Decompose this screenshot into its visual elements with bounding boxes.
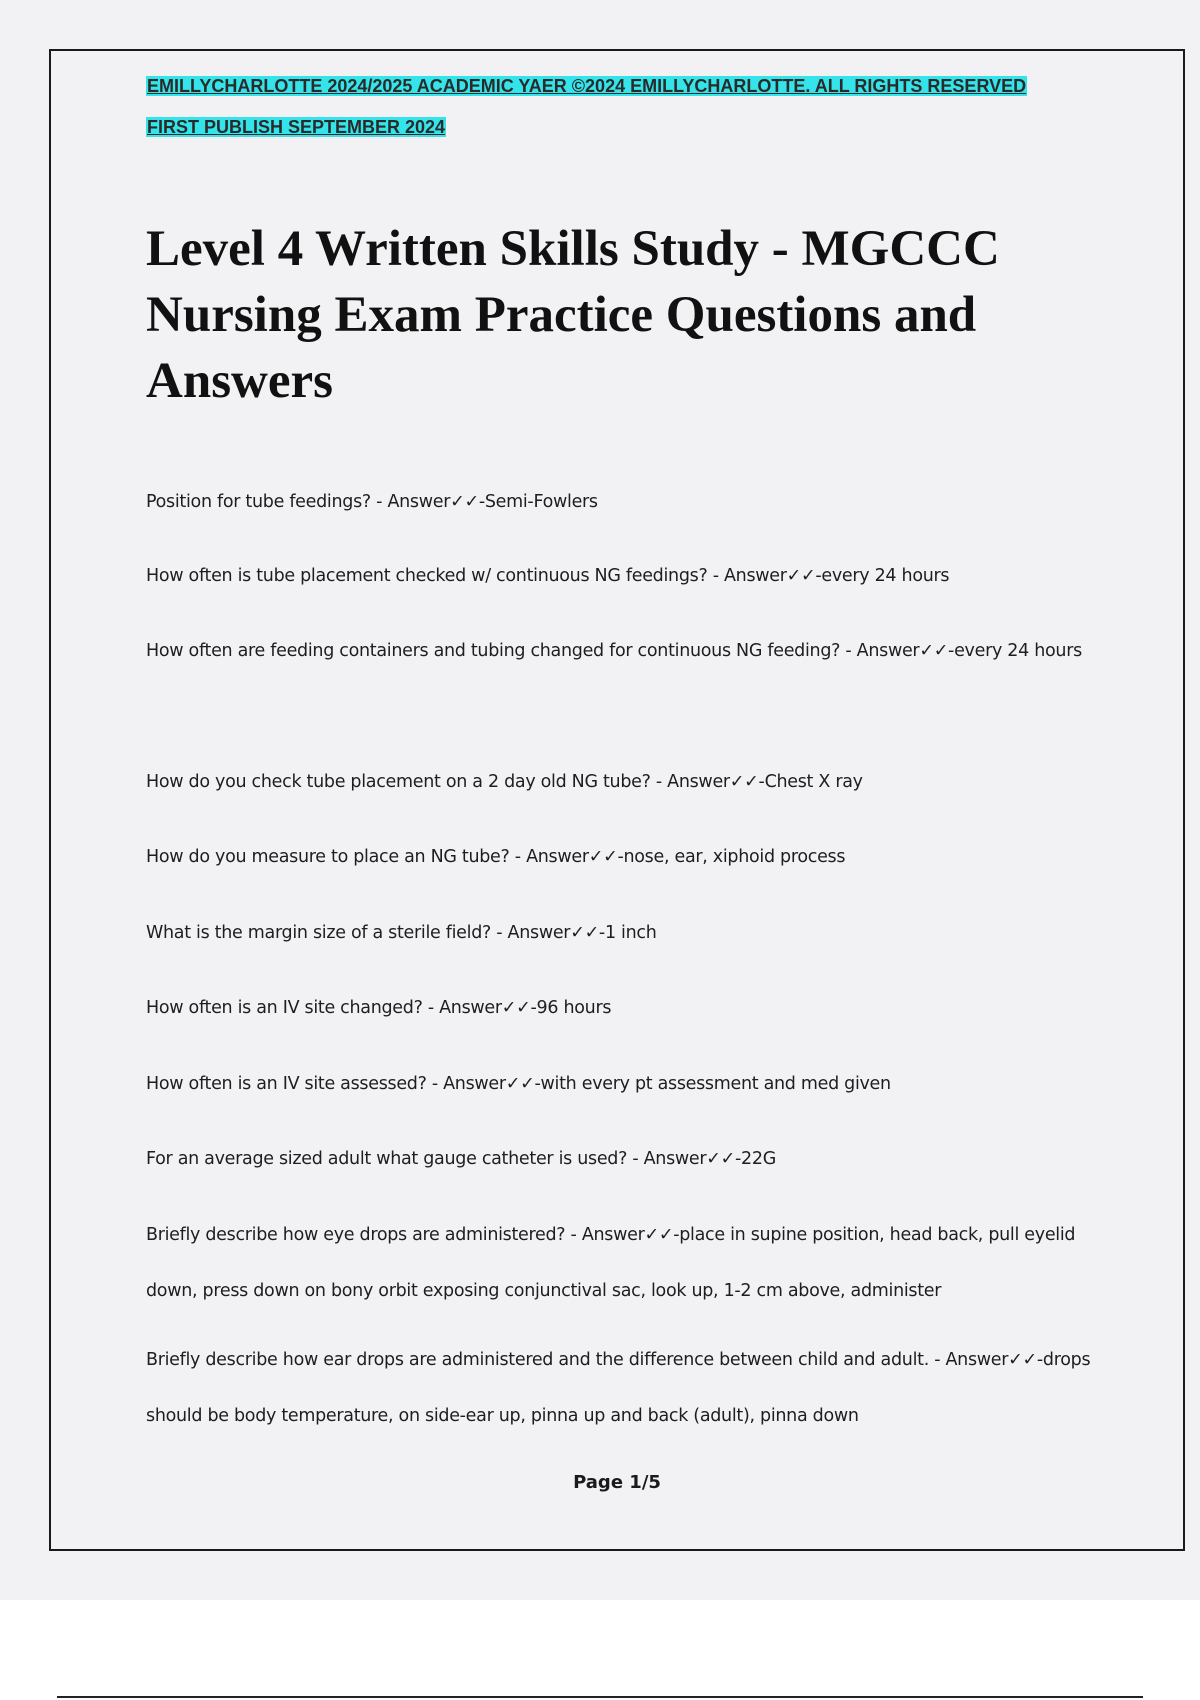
qa-item-9 <box>146 1131 1106 1187</box>
document-title: Level 4 Written Skills Study - MGCCC Nursing Exam Practice Questions and Answers <box>146 221 1000 409</box>
answer-marker: Answer✓✓- <box>507 923 605 943</box>
qa-item-11 <box>146 1332 1106 1444</box>
publish-date-text: FIRST PUBLISH SEPTEMBER 2024 <box>147 117 446 137</box>
answer-marker: Answer✓✓- <box>667 772 765 792</box>
answer-marker: Answer✓✓- <box>643 1149 742 1169</box>
copyright-header <box>146 74 1027 98</box>
qa-item-4 <box>146 754 1106 810</box>
answer-text: every 24 hours <box>821 566 950 586</box>
answer-marker: Answer✓✓- <box>387 492 485 512</box>
answer-marker: Answer✓✓- <box>526 847 624 867</box>
question-text: Position for tube feedings? - <box>146 492 388 512</box>
question-text: What is the margin size of a sterile field? - <box>146 923 508 943</box>
qa-item-7 <box>146 980 1106 1036</box>
question-text: How often is tube placement checked w/ continuous NG feedings? - <box>146 566 724 586</box>
question-text: How often are feeding containers and tubing changed for continuous NG feeding? - <box>146 641 857 661</box>
qa-item-8 <box>146 1056 1106 1112</box>
question-text: Briefly describe how ear drops are administered and the difference between child and adult. - <box>146 1350 946 1370</box>
answer-marker: Answer✓✓- <box>443 1074 541 1094</box>
answer-text: Chest X ray <box>764 772 863 792</box>
answer-text: every 24 hours <box>954 641 1082 661</box>
answer-text: nose, ear, xiphoid process <box>623 847 846 867</box>
answer-marker: Answer✓✓- <box>723 566 822 586</box>
answer-marker: Answer✓✓- <box>945 1350 1043 1370</box>
qa-item-3 <box>146 623 1106 679</box>
next-page-rule <box>57 1696 1143 1698</box>
answer-text: Semi-Fowlers <box>484 492 598 512</box>
qa-item-1 <box>146 474 1106 530</box>
answer-text: place in supine position, head back, pull eyelid down, press down on bony orbit exposing conjunctival sac, look up, 1-2 cm above, administer <box>146 1225 1076 1301</box>
answer-marker: Answer✓✓- <box>856 641 955 661</box>
question-text: How do you check tube placement on a 2 day old NG tube? - <box>146 772 668 792</box>
qa-item-5 <box>146 829 1106 885</box>
qa-item-6 <box>146 905 1106 961</box>
qa-item-2 <box>146 548 1106 604</box>
answer-text: 96 hours <box>536 998 612 1018</box>
publish-date-header <box>146 115 446 139</box>
qa-item-10 <box>146 1207 1106 1319</box>
answer-text: 22G <box>741 1149 776 1169</box>
answer-text: with every pt assessment and med given <box>540 1074 891 1094</box>
answer-marker: Answer✓✓- <box>581 1225 680 1245</box>
answer-text: drops should be body temperature, on side-ear up, pinna up and back (adult), pinna down <box>146 1350 1091 1426</box>
answer-marker: Answer✓✓- <box>439 998 537 1018</box>
page-number: Page 1/5 <box>573 1472 661 1493</box>
answer-text: 1 inch <box>604 923 657 943</box>
question-text: For an average sized adult what gauge catheter is used? - <box>146 1149 644 1169</box>
question-text: How often is an IV site changed? - <box>146 998 440 1018</box>
copyright-header-text: EMILLYCHARLOTTE 2024/2025 ACADEMIC YAER ©2024 EMILLYCHARLOTTE. ALL RIGHTS RESERVED <box>147 76 1027 96</box>
question-text: Briefly describe how eye drops are administered? - <box>146 1225 582 1245</box>
question-text: How do you measure to place an NG tube? - <box>146 847 527 867</box>
question-text: How often is an IV site assessed? - <box>146 1074 444 1094</box>
